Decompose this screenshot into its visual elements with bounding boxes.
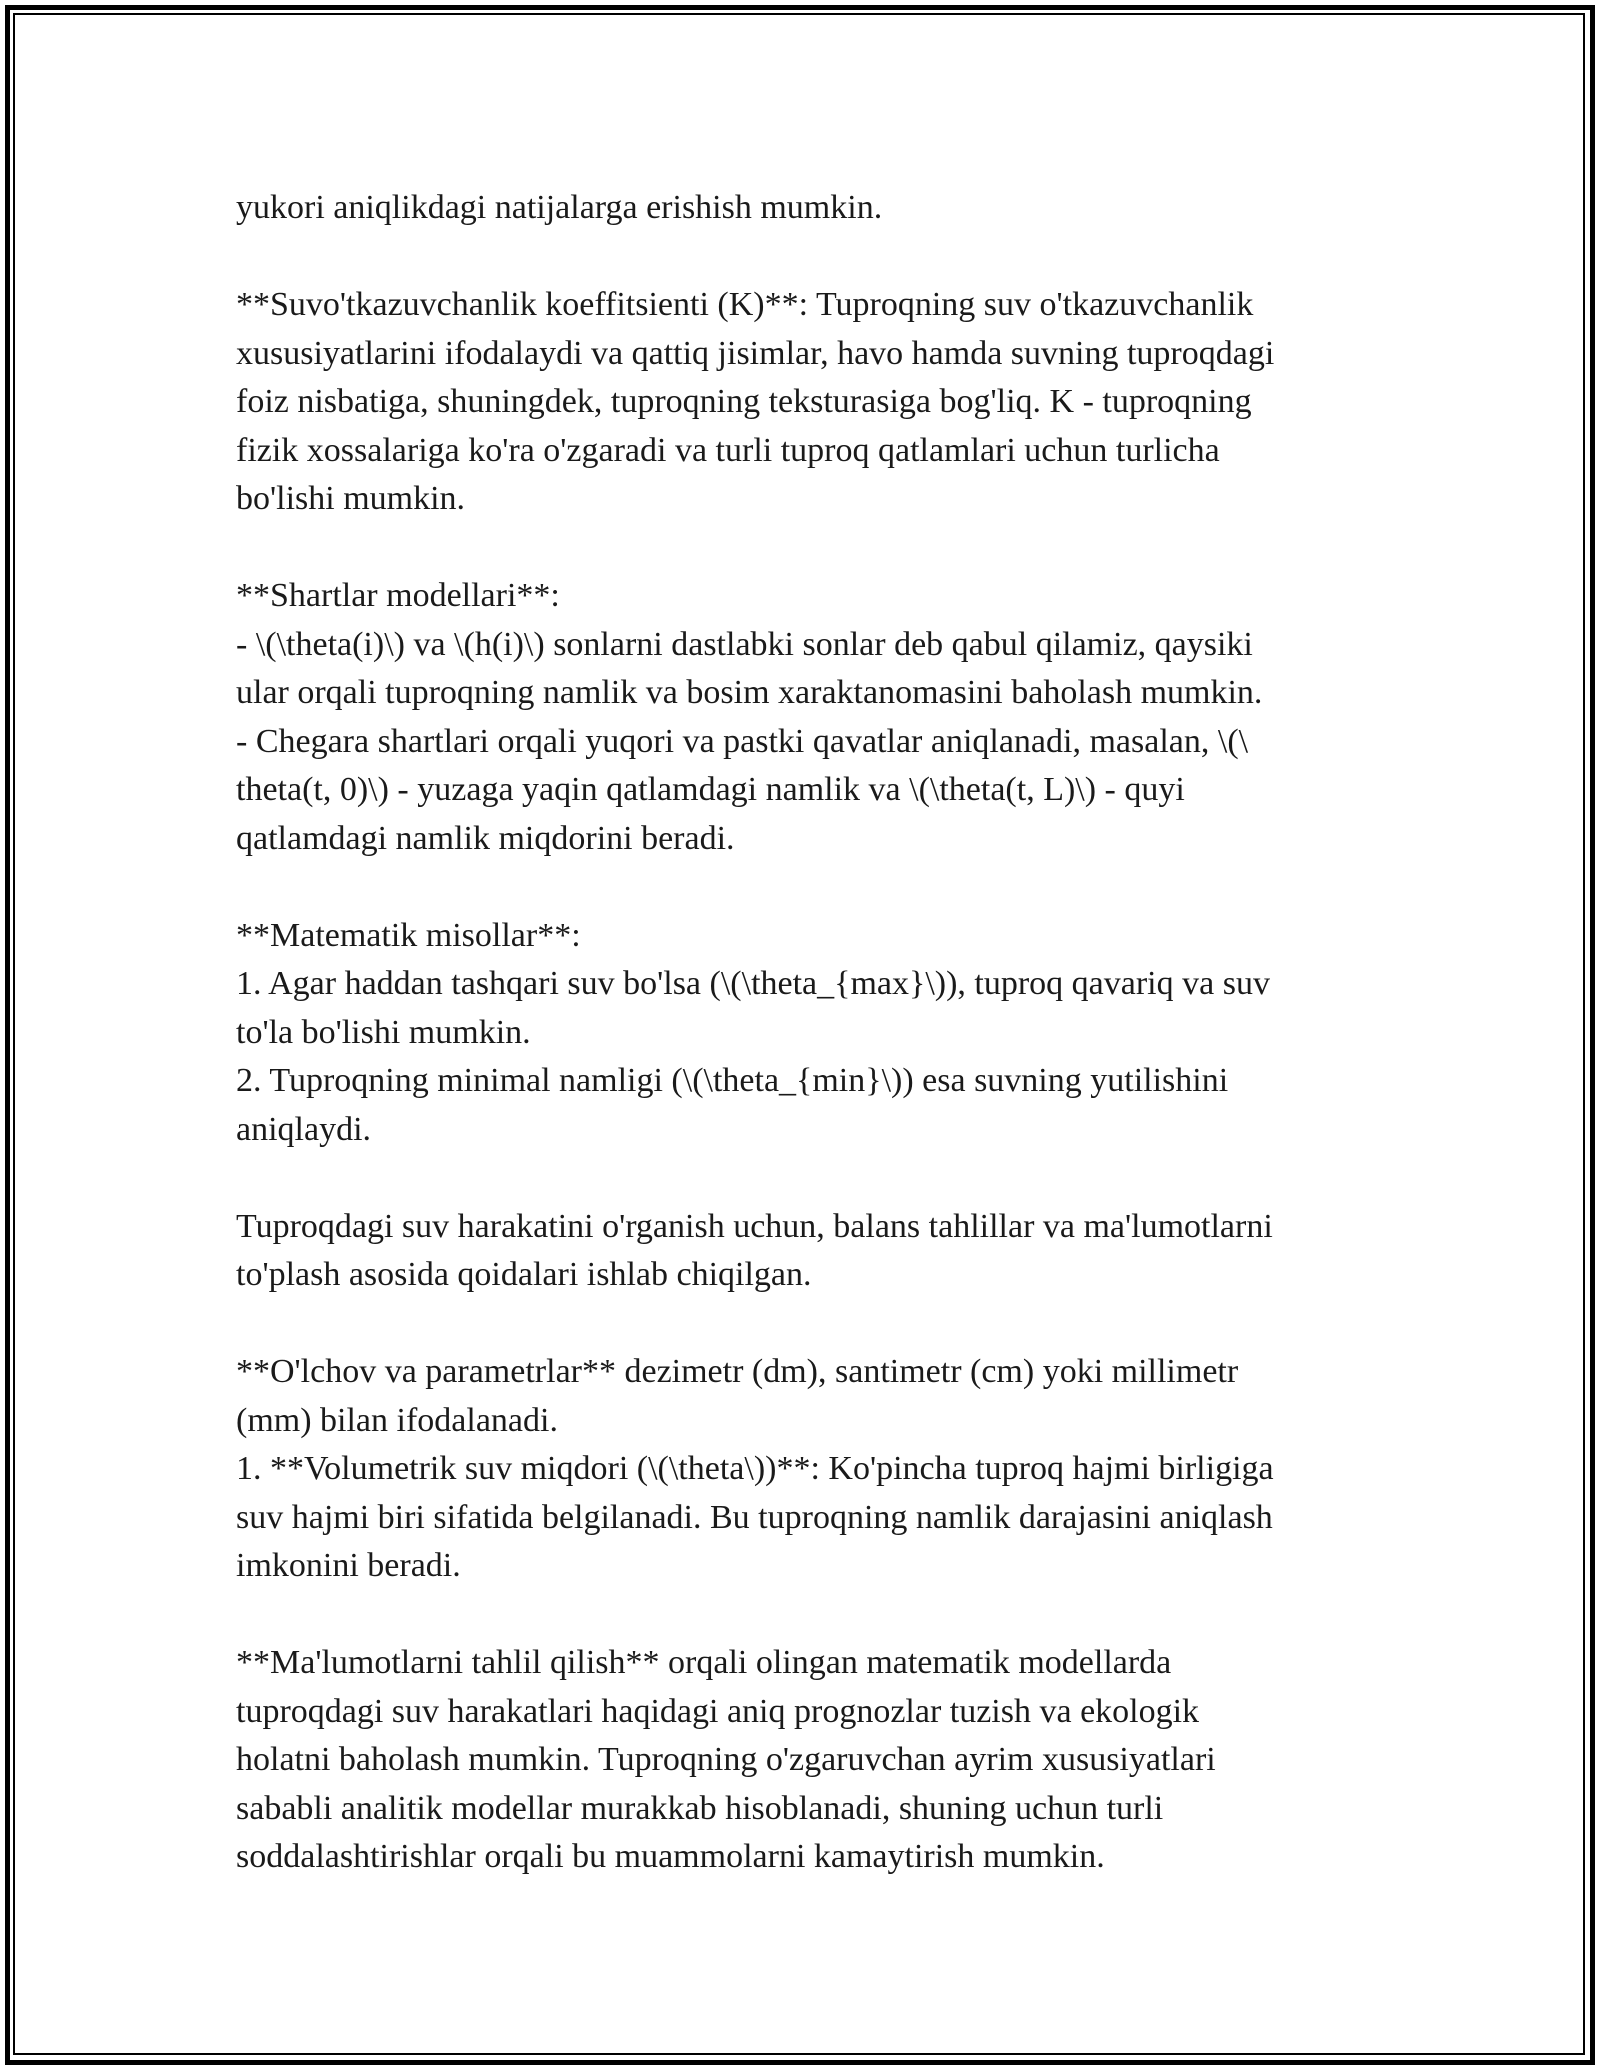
- text-line: **Suvo'tkazuvchanlik koeffitsienti (K)**: Tuproqning suv o'tkazuvchanlik: [236, 286, 1254, 323]
- text-line: **Ma'lumotlarni tahlil qilish** orqali olingan matematik modellarda: [236, 1644, 1172, 1681]
- text-line: 2. Tuproqning minimal namligi (\(\theta_{min}\)) esa suvning yutilishini: [236, 1062, 1229, 1099]
- paragraph-units: [236, 1348, 1376, 1591]
- text-line: **Shartlar modellari**:: [236, 577, 560, 614]
- text-line: yukori aniqlikdagi natijalarga erishish mumkin.: [236, 189, 883, 226]
- text-line: tuproqdagi suv harakatlari haqidagi aniq prognozlar tuzish va ekologik: [236, 1692, 1200, 1730]
- text-line: foiz nisbatiga, shuningdek, tuproqning teksturasiga bog'liq. K - tuproqning: [236, 383, 1252, 420]
- text-line: - Chegara shartlari orqali yuqori va pastki qavatlar aniqlanadi, masalan, \(\: [236, 722, 1249, 760]
- paragraph-intro-tail: [236, 184, 1376, 233]
- text-line: fizik xossalariga ko'ra o'zgaradi va turli tuproq qatlamlari uchun turlicha: [236, 431, 1220, 469]
- paragraph-gap: [236, 863, 1376, 912]
- paragraph-gap: [236, 1591, 1376, 1640]
- text-line: soddalashtirishlar orqali bu muammolarni kamaytirish mumkin.: [236, 1838, 1105, 1875]
- paragraph-study: [236, 1203, 1376, 1300]
- document-body: [236, 184, 1376, 1882]
- text-line: xususiyatlarini ifodalaydi va qattiq jisimlar, havo hamda suvning tuproqdagi: [236, 334, 1275, 372]
- text-line: to'plash asosida qoidalari ishlab chiqilgan.: [236, 1256, 812, 1293]
- text-line: 1. Agar haddan tashqari suv bo'lsa (\(\theta_{max}\)), tuproq qavariq va suv: [236, 965, 1270, 1002]
- text-line: aniqlaydi.: [236, 1110, 372, 1148]
- text-line: qatlamdagi namlik miqdorini beradi.: [236, 819, 735, 857]
- text-line: theta(t, 0)\) - yuzaga yaqin qatlamdagi namlik va \(\theta(t, L)\) - quyi: [236, 771, 1185, 808]
- text-line: to'la bo'lishi mumkin.: [236, 1013, 531, 1051]
- paragraph-gap: [236, 1154, 1376, 1203]
- text-line: holatni baholash mumkin. Tuproqning o'zgaruvchan ayrim xususiyatlari: [236, 1741, 1216, 1778]
- text-line: suv hajmi biri sifatida belgilanadi. Bu tuproqning namlik darajasini aniqlash: [236, 1498, 1273, 1536]
- text-line: **Matematik misollar**:: [236, 916, 581, 954]
- text-line: (mm) bilan ifodalanadi.: [236, 1401, 558, 1439]
- text-line: ular orqali tuproqning namlik va bosim xaraktanomasini baholash mumkin.: [236, 674, 1263, 711]
- paragraph-analysis: [236, 1639, 1376, 1882]
- text-line: - \(\theta(i)\) va \(h(i)\) sonlarni dastlabki sonlar deb qabul qilamiz, qaysiki: [236, 625, 1253, 663]
- text-line: imkonini beradi.: [236, 1547, 461, 1584]
- paragraph-gap: [236, 1300, 1376, 1349]
- text-line: Tuproqdagi suv harakatini o'rganish uchun, balans tahlillar va ma'lumotlarni: [236, 1207, 1273, 1245]
- text-line: 1. **Volumetrik suv miqdori (\(\theta\))**: Ko'pincha tuproq hajmi birligiga: [236, 1450, 1274, 1487]
- text-line: bo'lishi mumkin.: [236, 480, 466, 517]
- paragraph-examples: [236, 912, 1376, 1155]
- paragraph-conductivity: [236, 281, 1376, 524]
- text-line: sababli analitik modellar murakkab hisoblanadi, shuning uchun turli: [236, 1789, 1164, 1827]
- paragraph-gap: [236, 233, 1376, 282]
- paragraph-gap: [236, 524, 1376, 573]
- text-line: **O'lchov va parametrlar** dezimetr (dm), santimetr (cm) yoki millimetr: [236, 1353, 1239, 1390]
- paragraph-conditions: [236, 572, 1376, 863]
